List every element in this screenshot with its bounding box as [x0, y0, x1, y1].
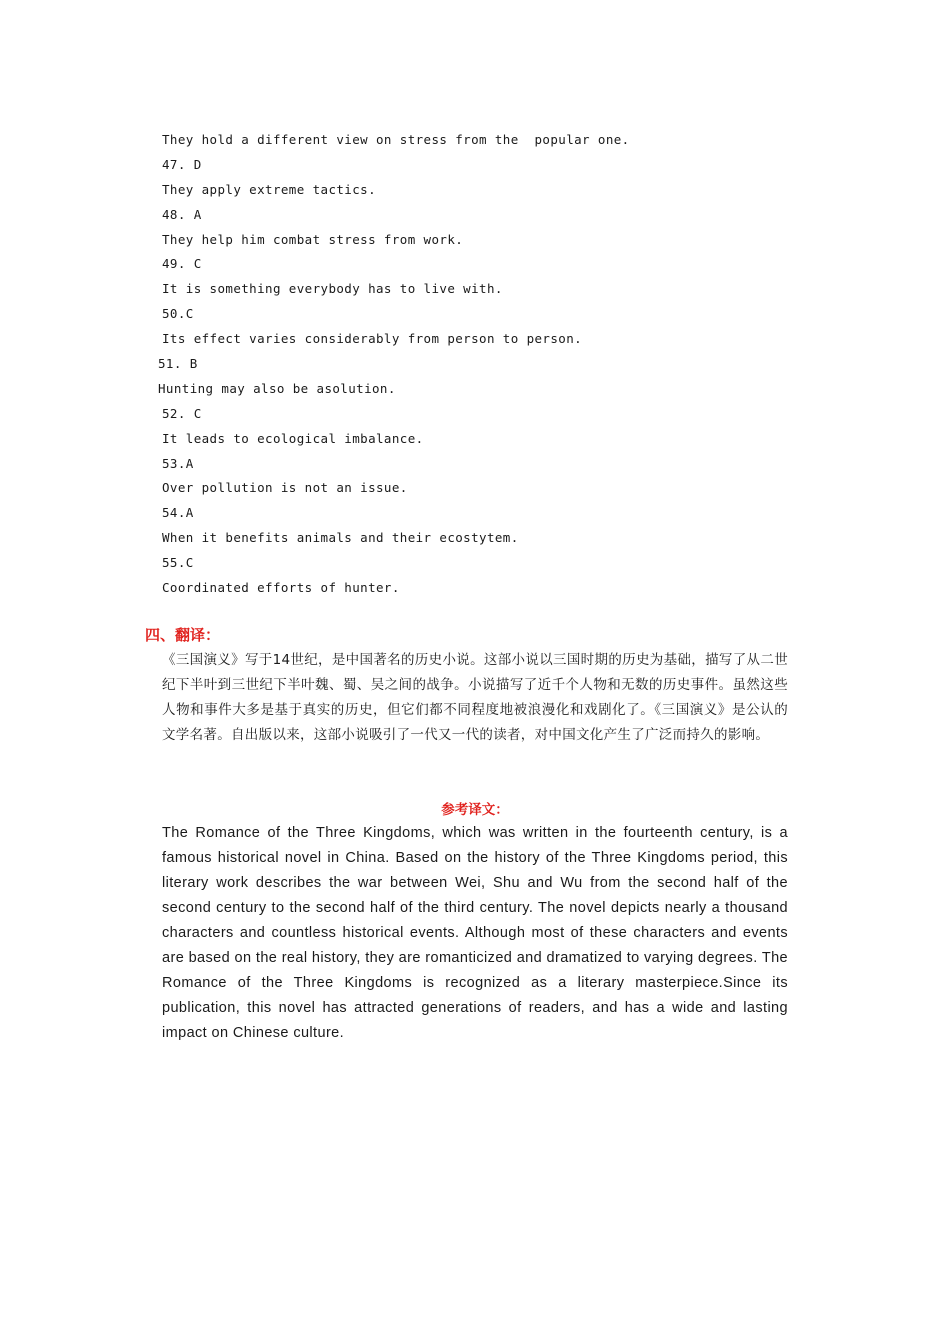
- translation-section-heading: 四、翻译：: [145, 626, 221, 644]
- reference-translation-paragraph: The Romance of the Three Kingdoms, which was written in the fourteenth century, is a famous historical novel in China. Based on the history of the Three Kingdoms period, this literary work describes the war between Wei, Shu and Wu from the second half of the second century to the second half of the third century. The novel depicts nearly a thousand characters and countless historical events. Although most of these characters and events are based on the real history, they are romanticized and dramatized to varying degrees. The Romance of the Three Kingdoms is recognized as a literary masterpiece.Since its publication, this novel has attracted generations of readers, and has a wide and lasting impact on Chinese culture.: [162, 825, 788, 1041]
- answer-line: It leads to ecological imbalance.: [162, 430, 424, 446]
- answer-line: It is something everybody has to live with.: [162, 281, 503, 297]
- answer-list: [158, 128, 802, 601]
- answer-line: When it benefits animals and their ecostytem.: [162, 530, 519, 546]
- answer-line: Coordinated efforts of hunter.: [162, 580, 400, 596]
- answer-line: 49. C: [162, 256, 202, 272]
- answer-line: They apply extreme tactics.: [162, 181, 376, 197]
- answer-line: Hunting may also be asolution.: [158, 380, 396, 396]
- answer-line: Over pollution is not an issue.: [162, 480, 408, 496]
- answer-line: 53.A: [162, 455, 194, 471]
- answer-line: 55.C: [162, 555, 194, 571]
- answer-line: 47. D: [162, 156, 202, 172]
- chinese-source-paragraph: 《三国演义》写于14世纪，是中国著名的历史小说。这部小说以三国时期的历史为基础，描写了从二世纪下半叶到三世纪下半叶魏、蜀、吴之间的战争。小说描写了近千个人物和无数的历史事件。虽然这些人物和事件大多是基于真实的历史，但它们都不同程度地被浪漫化和戏剧化了。《三国演义》是公认的文学名著。自出版以来，这部小说吸引了一代又一代的读者，对中国文化产生了广泛而持久的影响。: [162, 652, 788, 743]
- answer-line: They help him combat stress from work.: [162, 231, 464, 247]
- answer-line: They hold a different view on stress from the popular one.: [162, 132, 630, 147]
- answer-line: 48. A: [162, 206, 202, 222]
- answer-line: 50.C: [162, 306, 194, 322]
- answer-line: 52. C: [162, 405, 202, 421]
- answer-line: Its effect varies considerably from person to person.: [162, 331, 583, 347]
- answer-line: 54.A: [162, 505, 194, 521]
- answer-line: 51. B: [158, 356, 198, 372]
- reference-translation-heading: 参考译文：: [441, 802, 509, 818]
